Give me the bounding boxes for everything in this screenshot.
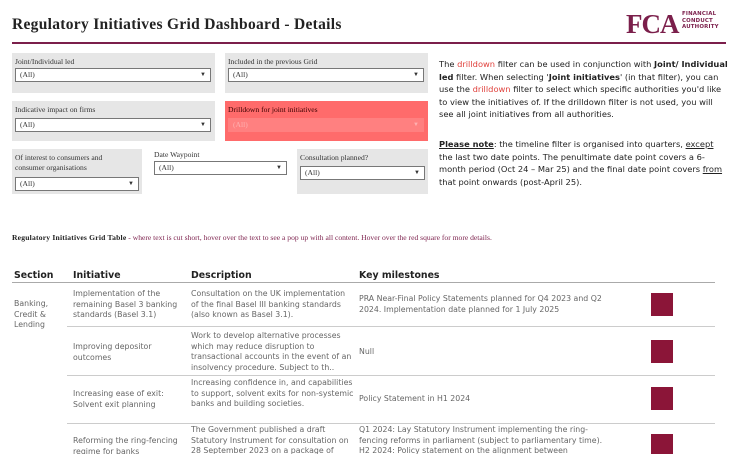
drilldown-select[interactable] xyxy=(228,118,424,132)
drilldown-info: The drilldown filter can be used in conjunction with Joint/ Individual led filter. When selecting 'Joint initiatives' (in that filter), you can use the drilldown filter to select which specific authorities you'd like to view the initiatives of. If the drilldown filter is not used, you will see all joint initiatives from all authorities. xyxy=(439,59,728,119)
date-waypoint-select[interactable] xyxy=(154,161,287,175)
table-note: - where text is cut short, hover over the text to see a pop up with all content. Hover over the red square for more details. xyxy=(126,233,492,242)
description-cell[interactable]: The Government published a draft Statutory Instrument for consultation on 28 September 2023 on a package of xyxy=(191,425,349,454)
filter-previous-grid xyxy=(225,53,428,93)
milestones-cell[interactable]: Q1 2024: Lay Statutory Instrument implementing the ring-fencing reforms in parliament (subject to parliamentary time). H2 2024: Policy statement on the alignment between xyxy=(359,425,603,454)
column-header-key-milestones: Key milestones xyxy=(359,270,440,281)
initiative-cell[interactable]: Reforming the ring-fencing regime for banks xyxy=(73,436,178,454)
row-divider xyxy=(67,326,715,327)
logo-text xyxy=(682,11,719,31)
consultation-select[interactable] xyxy=(300,166,425,180)
page-title: Regulatory Initiatives Grid Dashboard - Details xyxy=(12,16,342,33)
logo-mark: FCA xyxy=(626,9,679,39)
dropdown-arrow-icon: ▼ xyxy=(413,72,419,78)
select-value: (All) xyxy=(20,179,35,188)
filter-label: Of interest to consumers and consumer organisations xyxy=(15,153,103,172)
previous-grid-select[interactable] xyxy=(228,68,424,82)
dropdown-arrow-icon: ▼ xyxy=(414,170,420,176)
fca-logo xyxy=(626,9,726,39)
select-value: (All) xyxy=(159,163,174,172)
milestones-cell[interactable]: Null xyxy=(359,347,375,356)
select-value: (All) xyxy=(233,120,248,129)
initiative-cell[interactable]: Implementation of the remaining Basel 3 banking standards (Basel 3.1) xyxy=(73,289,178,319)
select-value: (All) xyxy=(305,168,320,177)
filter-joint-individual xyxy=(12,53,215,93)
milestones-cell[interactable]: PRA Near-Final Policy Statements planned for Q4 2023 and Q2 2024. Implementation date planned for 1 July 2025 xyxy=(359,294,602,314)
filter-indicative-impact xyxy=(12,101,215,141)
filter-label: Indicative impact on firms xyxy=(15,105,96,114)
description-cell[interactable]: Increasing confidence in, and capabilities to support, solvent exits for non-systemic banks and building societies. xyxy=(191,378,354,408)
header-divider-line xyxy=(12,282,715,283)
initiative-cell[interactable]: Increasing ease of exit: Solvent exit planning xyxy=(73,389,164,409)
header-divider xyxy=(12,42,726,44)
column-header-section: Section xyxy=(14,270,54,281)
date-waypoint-label: Date Waypoint xyxy=(154,150,200,159)
indicative-impact-select[interactable] xyxy=(15,118,211,132)
filter-label: Joint/Individual led xyxy=(15,57,75,66)
filter-consumer-interest xyxy=(12,149,142,194)
consumer-interest-select[interactable] xyxy=(15,177,139,191)
details-square[interactable] xyxy=(651,434,673,454)
logo-line-3: AUTHORITY xyxy=(682,24,719,30)
initiative-cell[interactable]: Improving depositor outcomes xyxy=(73,342,152,362)
description-cell[interactable]: Work to develop alternative processes which may reduce disruption to transactional accounts in the event of an insolvency procedure. Subject to th.. xyxy=(191,331,352,372)
row-divider xyxy=(67,423,715,424)
logo-line-2: CONDUCT xyxy=(682,17,713,24)
filter-drilldown xyxy=(225,101,428,141)
filter-label: Consultation planned? xyxy=(300,153,369,162)
filter-consultation xyxy=(297,149,428,194)
row-divider xyxy=(67,375,715,376)
select-value: (All) xyxy=(233,70,248,79)
milestones-cell[interactable]: Policy Statement in H1 2024 xyxy=(359,394,471,403)
column-header-description: Description xyxy=(191,270,252,281)
details-square[interactable] xyxy=(651,387,673,410)
column-header-initiative: Initiative xyxy=(73,270,121,281)
dropdown-arrow-icon: ▼ xyxy=(200,72,206,78)
dropdown-arrow-icon: ▼ xyxy=(200,122,206,128)
table-title: Regulatory Initiatives Grid Table xyxy=(12,233,127,242)
table-heading xyxy=(12,233,492,242)
logo-line-1: FINANCIAL xyxy=(682,11,717,17)
details-square[interactable] xyxy=(651,340,673,363)
dropdown-arrow-icon: ▼ xyxy=(276,165,282,171)
description-cell[interactable]: Consultation on the UK implementation of the final Basel III banking standards (also known as Basel 3.1). xyxy=(191,289,346,319)
dropdown-arrow-icon: ▼ xyxy=(128,181,134,187)
select-value: (All) xyxy=(20,70,35,79)
select-value: (All) xyxy=(20,120,35,129)
dropdown-arrow-icon: ▼ xyxy=(413,122,419,128)
filter-label: Included in the previous Grid xyxy=(228,57,318,66)
filter-label: Drilldown for joint initiatives xyxy=(228,105,318,114)
timeline-note: Please note: the timeline filter is organised into quarters, except the last two date points. The penultimate date point covers a 6-month period (Oct 24 – Mar 25) and the final date point covers from that point onwards (post-April 25). xyxy=(439,139,723,187)
details-square[interactable] xyxy=(651,293,673,316)
joint-individual-select[interactable] xyxy=(15,68,211,82)
section-cell: Banking, Credit & Lending xyxy=(14,299,49,329)
